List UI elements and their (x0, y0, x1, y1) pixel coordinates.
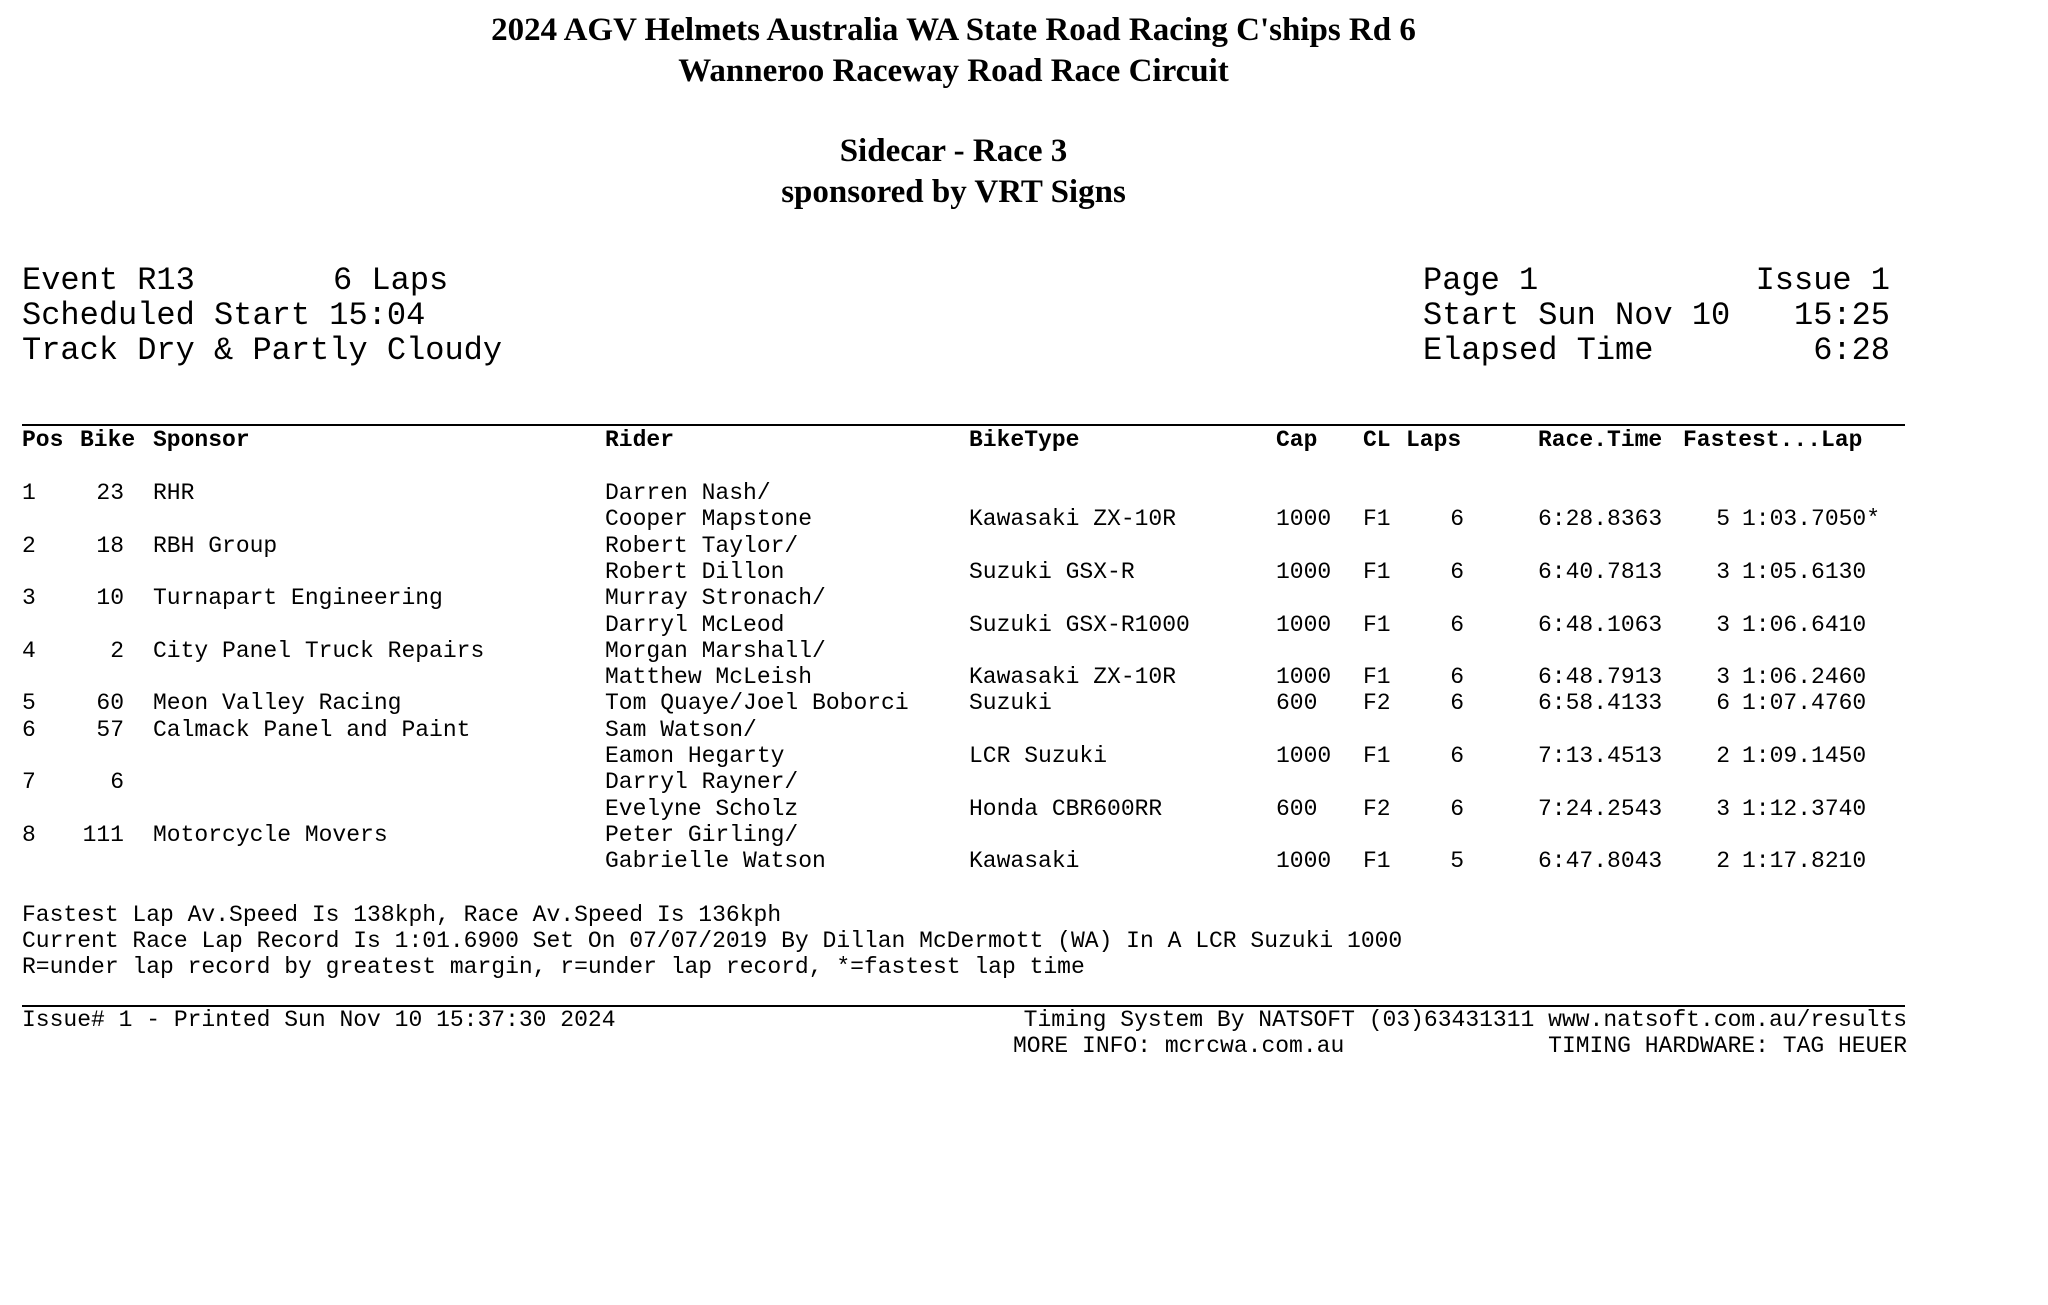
col-cl: CL (1363, 427, 1391, 453)
result-laps: 6 (1450, 664, 1464, 691)
result-race-time: 6:28.8363 (1538, 506, 1663, 533)
event-laps: 6 Laps (333, 262, 449, 299)
result-sponsor: Motorcycle Movers (153, 821, 388, 848)
result-cap: 1000 (1276, 848, 1332, 875)
col-racetime: Race.Time (1538, 427, 1663, 453)
result-cap: 1000 (1276, 558, 1332, 585)
result-rider-2: Darryl McLeod (605, 611, 785, 638)
col-biketype: BikeType (969, 427, 1080, 453)
result-fastest-lap-time: 1:07.4760 (1742, 690, 1867, 717)
result-fastest-lap-time: 1:09.1450 (1742, 743, 1867, 769)
lap-record-note: Current Race Lap Record Is 1:01.6900 Set On 07/07/2019 By Dillan McDermott (WA) In A LCR Suzuki 1000 (22, 928, 1403, 954)
result-biketype: Suzuki GSX-R1000 (969, 611, 1190, 638)
result-class: F1 (1363, 558, 1391, 585)
result-cap: 1000 (1276, 611, 1332, 638)
col-sponsor: Sponsor (153, 427, 250, 453)
result-rider-1: Morgan Marshall/ (605, 637, 826, 664)
result-laps: 6 (1450, 558, 1464, 585)
result-race-time: 7:24.2543 (1538, 795, 1663, 822)
result-fastest-lap-number: 3 (1716, 558, 1730, 585)
col-pos: Pos (22, 427, 64, 453)
result-cap: 1000 (1276, 664, 1332, 691)
event-number: Event R13 (22, 262, 195, 299)
race-sponsor: sponsored by VRT Signs (781, 174, 1126, 210)
elapsed-value: 6:28 (1813, 332, 1890, 369)
result-rider-1: Tom Quaye/Joel Boborci (605, 690, 909, 717)
result-sponsor: RBH Group (153, 532, 278, 559)
result-pos: 8 (22, 821, 36, 848)
race-title: Sidecar - Race 3 (839, 133, 1068, 169)
result-biketype: Kawasaki ZX-10R (969, 506, 1177, 533)
result-cap: 600 (1276, 690, 1318, 717)
track-condition: Track Dry & Partly Cloudy (22, 332, 503, 369)
col-bike: Bike (80, 427, 136, 453)
result-fastest-lap-time: 1:06.6410 (1742, 611, 1867, 638)
result-sponsor: City Panel Truck Repairs (153, 637, 485, 664)
result-biketype: Honda CBR600RR (969, 795, 1163, 822)
result-laps: 6 (1450, 506, 1464, 533)
result-class: F1 (1363, 611, 1391, 638)
circuit-title: Wanneroo Raceway Road Race Circuit (678, 53, 1229, 89)
result-fastest-lap-number: 3 (1716, 664, 1730, 691)
result-fastest-lap-number: 2 (1716, 848, 1730, 875)
result-race-time: 7:13.4513 (1538, 743, 1663, 769)
result-class: F1 (1363, 743, 1391, 769)
result-fastest-lap-number: 2 (1716, 743, 1730, 769)
result-bike: 60 (96, 690, 124, 717)
result-fastest-lap-number: 6 (1716, 690, 1730, 717)
result-rider-2: Robert Dillon (605, 558, 785, 585)
result-biketype: Suzuki GSX-R (969, 558, 1135, 585)
col-cap: Cap (1276, 427, 1318, 453)
result-sponsor: RHR (153, 480, 195, 506)
result-fastest-lap-time: 1:06.2460 (1742, 664, 1867, 691)
result-pos: 4 (22, 637, 36, 664)
result-rider-1: Peter Girling/ (605, 821, 799, 848)
result-rider-2: Eamon Hegarty (605, 743, 785, 769)
elapsed-label: Elapsed Time (1423, 332, 1654, 369)
result-laps: 6 (1450, 795, 1464, 822)
result-laps: 5 (1450, 848, 1464, 875)
result-rider-1: Darren Nash/ (605, 480, 771, 506)
result-bike: 23 (96, 480, 124, 506)
result-fastest-lap-number: 3 (1716, 611, 1730, 638)
result-fastest-lap-time: 1:05.6130 (1742, 558, 1867, 585)
result-sponsor: Calmack Panel and Paint (153, 716, 471, 743)
result-rider-1: Sam Watson/ (605, 716, 757, 743)
result-pos: 5 (22, 690, 36, 717)
result-race-time: 6:48.7913 (1538, 664, 1663, 691)
result-biketype: Kawasaki ZX-10R (969, 664, 1177, 691)
result-bike: 111 (82, 821, 124, 848)
result-fastest-lap-number: 3 (1716, 795, 1730, 822)
result-bike: 18 (96, 532, 124, 559)
result-cap: 1000 (1276, 743, 1332, 769)
result-bike: 57 (96, 716, 124, 743)
result-laps: 6 (1450, 743, 1464, 769)
event-title: 2024 AGV Helmets Australia WA State Road Racing C'ships Rd 6 (491, 12, 1416, 48)
result-biketype: LCR Suzuki (969, 743, 1108, 769)
result-cap: 1000 (1276, 506, 1332, 533)
result-rider-2: Gabrielle Watson (605, 848, 826, 875)
start-label: Start Sun Nov 10 (1423, 297, 1731, 334)
col-fastest-lap: Fastest...Lap (1683, 427, 1863, 453)
result-rider-2: Matthew McLeish (605, 664, 813, 691)
result-pos: 2 (22, 532, 36, 559)
result-pos: 1 (22, 480, 36, 506)
result-rider-1: Robert Taylor/ (605, 532, 799, 559)
result-race-time: 6:40.7813 (1538, 558, 1663, 585)
result-rider-1: Murray Stronach/ (605, 585, 826, 612)
result-sponsor: Turnapart Engineering (153, 585, 443, 612)
timing-system-info: Timing System By NATSOFT (03)63431311 www.natsoft.com.au/results (1023, 1007, 1907, 1033)
result-fastest-lap-time: 1:12.3740 (1742, 795, 1867, 822)
result-bike: 10 (96, 585, 124, 612)
result-class: F2 (1363, 690, 1391, 717)
result-rider-2: Cooper Mapstone (605, 506, 813, 533)
result-laps: 6 (1450, 690, 1464, 717)
result-rider-1: Darryl Rayner/ (605, 769, 799, 796)
scheduled-start: Scheduled Start 15:04 (22, 297, 426, 334)
result-bike: 6 (110, 769, 124, 796)
legend-note: R=under lap record by greatest margin, r=under lap record, *=fastest lap time (22, 954, 1085, 980)
result-laps: 6 (1450, 611, 1464, 638)
result-class: F1 (1363, 664, 1391, 691)
timing-hardware: TIMING HARDWARE: TAG HEUER (1548, 1033, 1907, 1059)
printed-info: Issue# 1 - Printed Sun Nov 10 15:37:30 2024 (22, 1007, 616, 1033)
result-pos: 6 (22, 716, 36, 743)
start-time: 15:25 (1793, 297, 1890, 334)
result-race-time: 6:47.8043 (1538, 848, 1663, 875)
result-rider-2: Evelyne Scholz (605, 795, 799, 822)
result-class: F1 (1363, 848, 1391, 875)
result-cap: 600 (1276, 795, 1318, 822)
result-class: F2 (1363, 795, 1391, 822)
result-biketype: Kawasaki (969, 848, 1080, 875)
col-rider: Rider (605, 427, 675, 453)
more-info: MORE INFO: mcrcwa.com.au (1013, 1033, 1345, 1059)
col-laps: Laps (1406, 427, 1462, 453)
result-sponsor: Meon Valley Racing (153, 690, 402, 717)
result-biketype: Suzuki (969, 690, 1052, 717)
result-pos: 3 (22, 585, 36, 612)
issue-number: Issue 1 (1755, 262, 1890, 299)
result-fastest-lap-time: 1:17.8210 (1742, 848, 1867, 875)
result-fastest-lap-number: 5 (1716, 506, 1730, 533)
result-pos: 7 (22, 769, 36, 796)
result-race-time: 6:58.4133 (1538, 690, 1663, 717)
result-class: F1 (1363, 506, 1391, 533)
result-bike: 2 (110, 637, 124, 664)
result-fastest-lap-time: 1:03.7050* (1742, 506, 1881, 533)
result-race-time: 6:48.1063 (1538, 611, 1663, 638)
page-number: Page 1 (1423, 262, 1539, 299)
average-speed-note: Fastest Lap Av.Speed Is 138kph, Race Av.Speed Is 136kph (22, 902, 782, 928)
